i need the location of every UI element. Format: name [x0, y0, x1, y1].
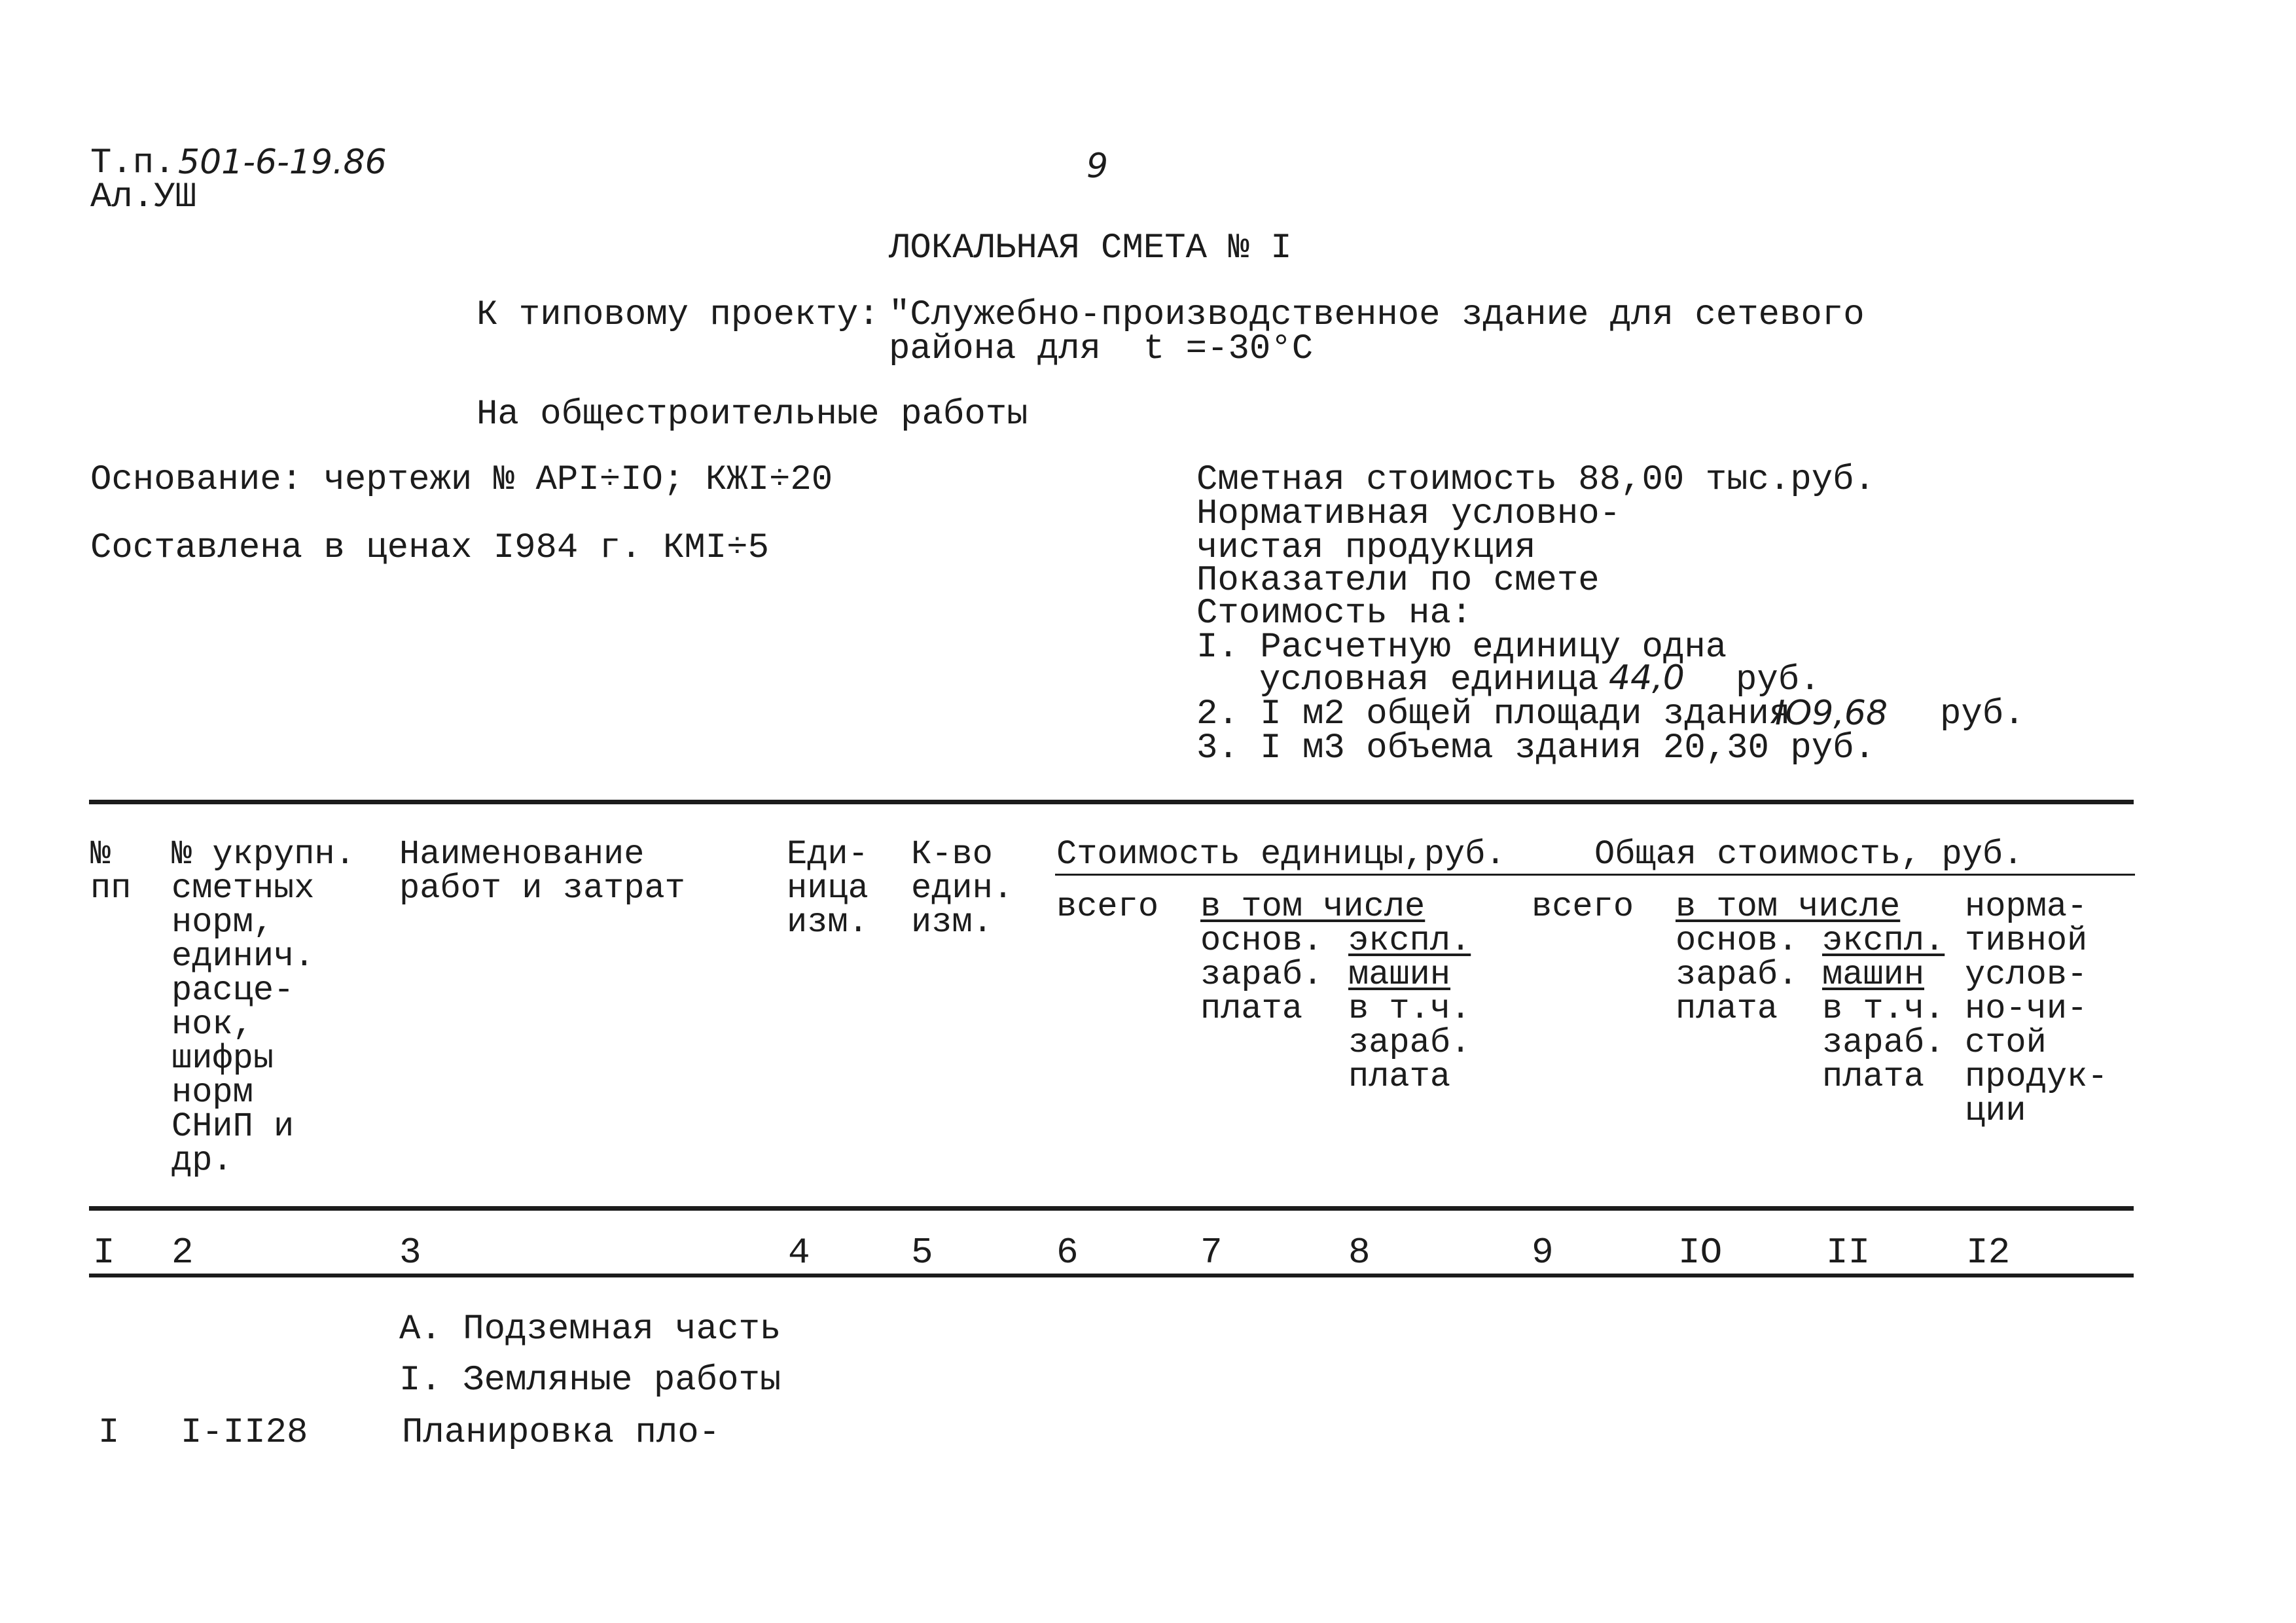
subsection-heading: I. Земляные работы [399, 1361, 781, 1400]
total-cost-header: Общая стоимость, руб. [1594, 835, 2024, 874]
column-number: 6 [1056, 1232, 1079, 1274]
col-header-unit-wages: основ. зараб. плата [1200, 921, 1323, 1028]
album-label: Ал.УШ [90, 177, 197, 217]
col-header-work-name: Наименование работ и затрат [399, 835, 685, 908]
normative-line1: Нормативная условно- [1196, 494, 1621, 534]
header-bottom-rule [89, 1206, 2134, 1211]
estimated-cost: Сметная стоимость 88,00 тыс.руб. [1196, 460, 1875, 500]
col-header-quantity: К-во един. изм. [911, 835, 1014, 942]
work-type: На общестроительные работы [476, 395, 1028, 435]
row-norm-code: I-II28 [181, 1413, 308, 1453]
col-header-unit-total: всего [1056, 887, 1159, 926]
col-header-total: всего [1532, 887, 1634, 926]
indicator-item3: 3. I м3 объема здания 20,30 руб. [1196, 728, 1875, 768]
column-number: I2 [1966, 1232, 2011, 1274]
indicator-item1-line2: условная единица [1259, 660, 1599, 700]
indicators-label: Показатели по смете [1196, 561, 1600, 601]
col-header-row-number: № пп [90, 835, 132, 908]
project-code: 501-6-19.86 [178, 143, 387, 182]
total-incl-label: в том числе [1676, 887, 1901, 926]
column-number: I [93, 1232, 115, 1274]
row-number: I [98, 1413, 120, 1453]
column-number: 8 [1348, 1232, 1371, 1274]
unit-incl-label: в том числе [1200, 887, 1426, 926]
indicator-item1-line1: I. Расчетную единицу одна [1196, 628, 1727, 668]
cost-header-underline [1055, 874, 2135, 876]
price-basis: Составлена в ценах I984 г. КМI÷5 [90, 528, 769, 568]
column-number: 3 [399, 1232, 422, 1274]
col-header-net-production: норма- тивной услов- но-чи- стой продук- ции [1965, 887, 2108, 1130]
indicator-item2-value: IO9,68 [1775, 694, 1888, 733]
indicator-item2-text: 2. I м2 общей площади здания [1196, 694, 1791, 734]
basis-drawings: Основание: чертежи № АРI÷IO; КЖI÷20 [90, 460, 833, 500]
column-number: 9 [1532, 1232, 1554, 1274]
section-heading: А. Подземная часть [399, 1310, 781, 1349]
col-header-unit-machine-wages: в т.ч. зараб. плата [1348, 990, 1471, 1096]
col-header-total-wages: основ. зараб. плата [1676, 921, 1799, 1028]
normative-line2: чистая продукция [1196, 528, 1536, 568]
column-number: IO [1678, 1232, 1723, 1274]
indicator-item2-unit: руб. [1940, 694, 2025, 734]
col-header-norm-code: № укрупн. сметных норм, единич. расце- нок, шифры норм СНиП и др. [171, 835, 355, 1180]
column-number: 5 [911, 1232, 933, 1274]
document-title: ЛОКАЛЬНАЯ СМЕТА № I [889, 228, 1292, 268]
col-header-total-machine-wages: в т.ч. зараб. плата [1822, 990, 1945, 1096]
col-header-total-machines: экспл. машин [1822, 921, 1945, 994]
project-name-line1: "Служебно-производственное здание для сетевого [889, 295, 1865, 335]
column-number: 7 [1200, 1232, 1223, 1274]
project-name-line2: района для t =-30°С [889, 329, 1314, 369]
table-top-rule [89, 800, 2134, 804]
unit-cost-header: Стоимость единицы,руб. [1056, 835, 1506, 874]
project-label: К типовому проекту: [476, 295, 880, 335]
column-number: II [1826, 1232, 1871, 1274]
row-work-name: Планировка пло- [402, 1413, 721, 1453]
column-number: 4 [788, 1232, 810, 1274]
column-number: 2 [171, 1232, 194, 1274]
indicator-item1-unit: руб. [1736, 660, 1821, 700]
column-numbers-rule [89, 1274, 2134, 1277]
cost-on-label: Стоимость на: [1196, 594, 1473, 633]
col-header-unit: Еди- ница изм. [787, 835, 869, 942]
indicator-item1-value: 44,0 [1609, 658, 1685, 698]
col-header-unit-machines: экспл. машин [1348, 921, 1471, 994]
project-prefix: Т.п. [90, 143, 175, 183]
page-number: 9 [1086, 147, 1109, 186]
